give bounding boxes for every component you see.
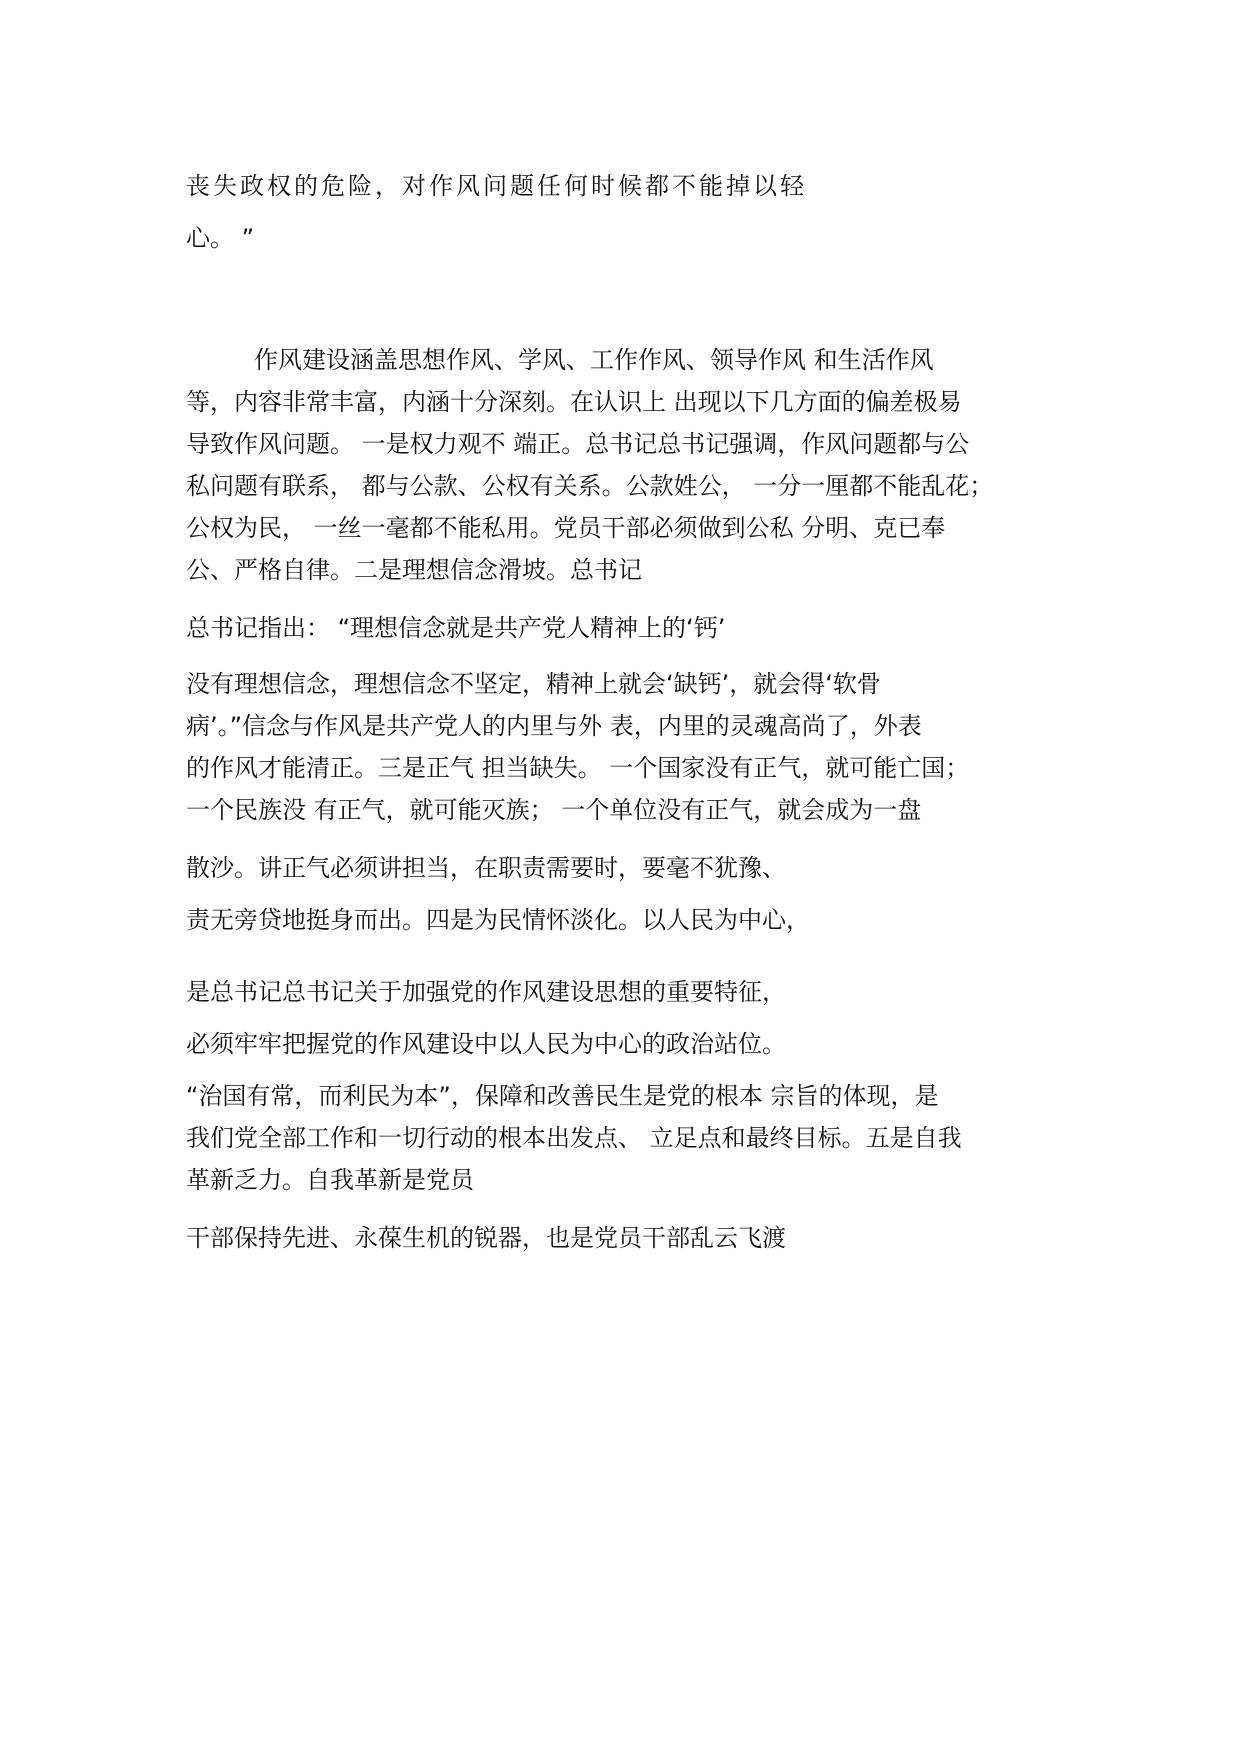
text-line: 等，内容非常丰富，内涵十分深刻。在认识上 出现以下几方面的偏差极易 [186, 388, 962, 416]
text-line: 公、严格自律。二是理想信念滑坡。总书记 [186, 556, 642, 584]
text-line: 我们党全部工作和一切行动的根本出发点、 立足点和最终目标。五是自我 [186, 1124, 962, 1152]
text-line: 公权为民， 一丝一毫都不能私用。党员干部必须做到公私 分明、克已奉 [186, 514, 946, 542]
text-line: 一个民族没 有正气，就可能灭族； 一个单位没有正气，就会成为一盘 [186, 796, 922, 824]
text-line: 没有理想信念，理想信念不坚定，精神上就会‘缺钙’，就会得‘软骨 [186, 670, 881, 698]
text-line: 的作风才能清正。三是正气 担当缺失。 一个国家没有正气，就可能亡国； [186, 754, 970, 782]
text-line: 总书记指出： “理想信念就是共产党人精神上的‘钙’ [186, 614, 726, 642]
text-line: 病’。”信念与作风是共产党人的内里与外 表，内里的灵魂高尚了，外表 [186, 712, 922, 740]
text-line: 心。 ” [186, 224, 255, 252]
text-line: 私问题有联系， 都与公款、公权有关系。公款姓公， 一分一厘都不能乱花； [186, 472, 994, 500]
text-line: 丧失政权的危险，对作风问题任何时候都不能掉以轻 [186, 172, 807, 200]
text-line: 革新乏力。自我革新是党员 [186, 1166, 474, 1194]
text-line: 散沙。讲正气必须讲担当，在职责需要时，要毫不犹豫、 [186, 854, 786, 882]
text-line: 必须牢牢把握党的作风建设中以人民为中心的政治站位。 [186, 1030, 786, 1058]
text-line: 责无旁贷地挺身而出。四是为民情怀淡化。以人民为中心， [186, 906, 810, 934]
text-line: 干部保持先进、永葆生机的锐器，也是党员干部乱云飞渡 [186, 1224, 786, 1252]
text-line: 导致作风问题。 一是权力观不 端正。总书记总书记强调，作风问题都与公 [186, 430, 970, 458]
text-line: “治国有常，而利民为本”，保障和改善民生是党的根本 宗旨的体现，是 [186, 1082, 939, 1110]
paragraph-first-line: 作风建设涵盖思想作风、学风、工作作风、领导作风 和生活作风 [254, 346, 934, 374]
text-line: 是总书记总书记关于加强党的作风建设思想的重要特征， [186, 978, 786, 1006]
